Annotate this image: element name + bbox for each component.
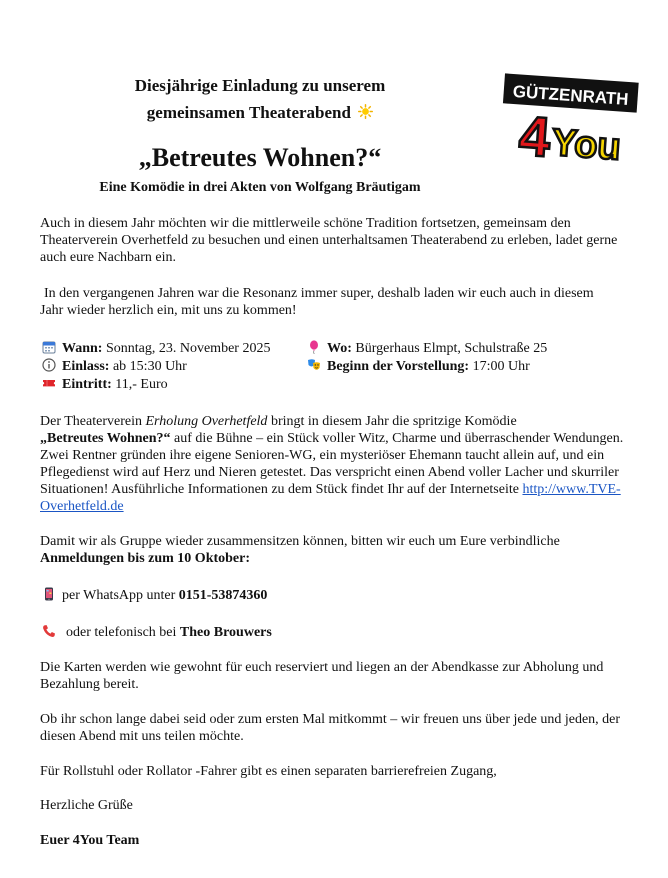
whatsapp-text: per WhatsApp unter	[62, 588, 179, 603]
phone-text: oder telefonisch bei	[66, 625, 180, 640]
greeting: Herzliche Grüße	[40, 798, 133, 813]
logo-top-text: GÜTZENRATH	[512, 81, 630, 110]
mobile-phone-icon	[42, 587, 56, 601]
desc-text-c: auf die Bühne – ein Stück voller Witz, Charme und überraschender Wendungen. Zwei Rentner gründen ihre eigene Senioren-WG, ein mysteriöser Ehemann taucht allein auf, und ein Pflegedienst wird auf Herz und Nieren getestet. Das verspricht einen Abend voller Lacher und skurriler Situationen! Ausführliche Informationen zu dem Stück findet Ihr auf der Internetseite	[40, 431, 624, 497]
admission-value: ab 15:30 Uhr	[112, 359, 187, 374]
calendar-icon	[42, 340, 56, 354]
tickets-paragraph: Die Karten werden wie gewohnt für euch reserviert und liegen an der Abendkasse zur Abholung und Bezahlung bereit.	[40, 660, 604, 692]
info-icon	[42, 358, 56, 372]
desc-text-a: Der Theaterverein	[40, 414, 146, 429]
info-where	[307, 340, 607, 357]
admission-label: Einlass:	[62, 359, 110, 374]
club-name: Erholung Overhetfeld	[145, 414, 268, 429]
info-start	[307, 358, 607, 375]
registration-deadline: Anmeldungen bis zum 10 Oktober:	[40, 551, 251, 566]
start-value: 17:00 Uhr	[472, 359, 530, 374]
logo-big-you: You	[550, 121, 623, 167]
balloon-icon	[307, 340, 321, 354]
whatsapp-line	[42, 587, 542, 604]
where-value: Bürgerhaus Elmpt, Schulstraße 25	[355, 341, 548, 356]
welcome-paragraph: Ob ihr schon lange dabei seid oder zum ersten Mal mitkommt – wir freuen uns über jede und jeden, der diesen Abend mit uns teilen möchte.	[40, 712, 621, 744]
registration-text: Damit wir als Gruppe wieder zusammensitzen können, bitten wir euch um Eure verbindliche	[40, 534, 560, 549]
website-link[interactable]: http://www.TVE-Overhetfeld.de	[40, 482, 621, 514]
phone-contact-name: Theo Brouwers	[179, 625, 272, 640]
heading-line-1: Diesjährige Einladung zu unserem	[134, 76, 386, 95]
play-description	[40, 413, 625, 515]
heading-line-2-text: gemeinsamen Theaterabend	[146, 103, 351, 122]
page-title: „Betreutes Wohnen?“	[138, 143, 382, 172]
ticket-icon	[42, 376, 56, 390]
info-admission	[42, 358, 302, 375]
intro-paragraph-1: Auch in diesem Jahr möchten wir die mittlerweile schöne Tradition fortsetzen, gemeinsam den Theaterverein Overhetfeld zu besuchen und einen unterhaltsamen Theaterabend zu erleben, ladet gerne auch eure Nachbarn ein.	[40, 216, 618, 265]
intro-paragraph-2: In den vergangenen Jahren war die Resonanz immer super, deshalb laden wir euch auch in diesem Jahr wieder herzlich ein, mit uns zu kommen!	[40, 286, 594, 318]
price-value: 11,- Euro	[115, 377, 168, 392]
logo-big-4: 4	[516, 103, 553, 167]
registration-paragraph	[40, 533, 630, 567]
signature: Euer 4You Team	[40, 833, 140, 848]
start-label: Beginn der Vorstellung:	[327, 359, 470, 374]
play-title-inline: „Betreutes Wohnen?“	[40, 431, 171, 446]
page-subtitle: Eine Komödie in drei Akten von Wolfgang Bräutigam	[99, 180, 421, 195]
when-label: Wann:	[62, 341, 103, 356]
accessibility-paragraph: Für Rollstuhl oder Rollator -Fahrer gibt es einen separaten barrierefreien Zugang,	[40, 764, 497, 779]
price-label: Eintritt:	[62, 377, 112, 392]
phone-line	[42, 624, 542, 641]
heading-line-2	[60, 103, 460, 124]
info-price	[42, 376, 302, 393]
guetzenrath-4you-logo	[500, 72, 640, 167]
theater-masks-icon	[307, 358, 321, 372]
whatsapp-number: 0151-53874360	[178, 588, 268, 603]
sun-icon	[358, 104, 373, 124]
when-value: Sonntag, 23. November 2025	[105, 341, 271, 356]
desc-text-b: bringt in diesem Jahr die spritzige Komödie	[267, 414, 517, 429]
telephone-icon	[42, 624, 56, 638]
where-label: Wo:	[327, 341, 352, 356]
info-when	[42, 340, 302, 357]
